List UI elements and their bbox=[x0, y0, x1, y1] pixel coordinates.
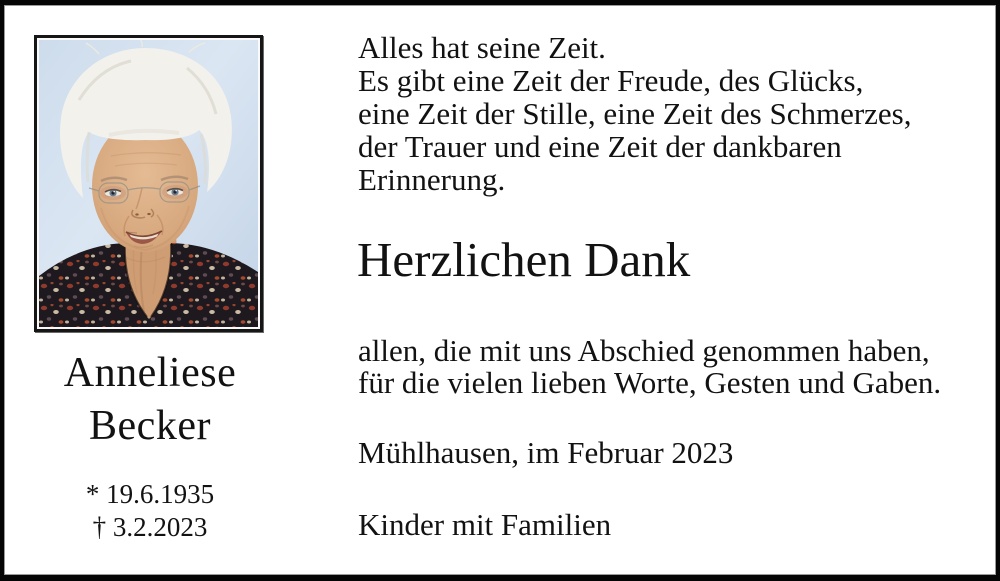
birth-date: * 19.6.1935 bbox=[85, 479, 215, 509]
portrait-illustration bbox=[39, 40, 258, 327]
place-date: Mühlhausen, im Februar 2023 bbox=[358, 435, 734, 470]
deceased-first-name: Anneliese bbox=[63, 350, 237, 396]
verse-line: Erinnerung. bbox=[358, 162, 506, 197]
signature: Kinder mit Familien bbox=[358, 507, 612, 542]
thanks-heading: Herzlichen Dank bbox=[357, 232, 691, 287]
deceased-name bbox=[5, 347, 295, 453]
portrait-photo bbox=[34, 35, 263, 332]
verse-line: eine Zeit der Stille, eine Zeit des Schmerzes, bbox=[358, 96, 912, 131]
life-dates bbox=[5, 478, 295, 544]
thanks-line: allen, die mit uns Abschied genommen haben, bbox=[358, 333, 930, 368]
verse-line: Es gibt eine Zeit der Freude, des Glücks, bbox=[358, 63, 864, 98]
verse-line: der Trauer und eine Zeit der dankbaren bbox=[358, 129, 842, 164]
opening-verse bbox=[358, 31, 912, 196]
thanks-line: für die vielen lieben Worte, Gesten und Gaben. bbox=[358, 365, 942, 400]
verse-line: Alles hat seine Zeit. bbox=[358, 30, 606, 65]
thanks-text bbox=[358, 335, 941, 399]
deceased-last-name: Becker bbox=[89, 403, 211, 449]
death-date: † 3.2.2023 bbox=[92, 512, 208, 542]
